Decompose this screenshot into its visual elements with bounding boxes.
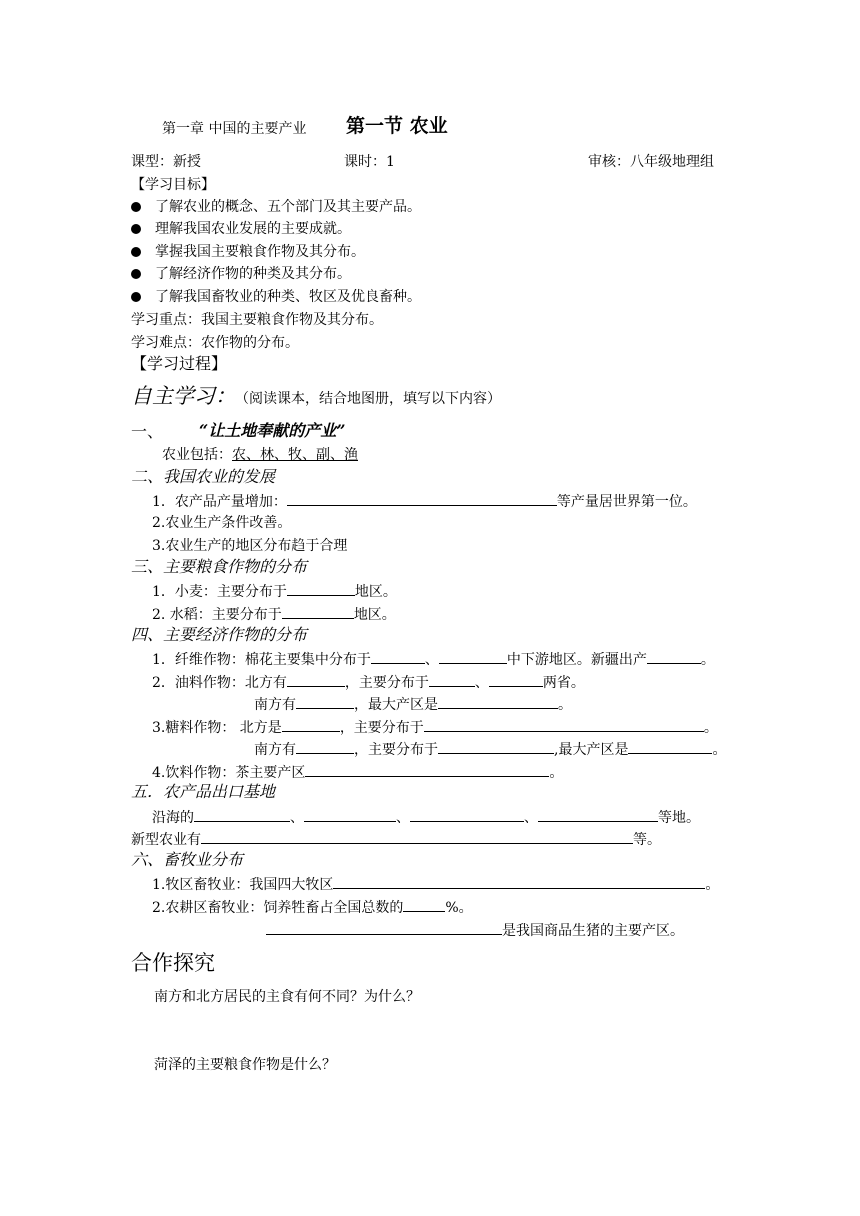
- objective-item: 了解经济作物的种类及其分布。: [131, 264, 351, 284]
- difficulty: 学习难点：农作物的分布。: [131, 335, 299, 351]
- answer-blank[interactable]: [266, 920, 502, 935]
- s6-title: 六、畜牧业分布: [131, 850, 244, 869]
- answer-blank[interactable]: [287, 581, 355, 596]
- answer-blank[interactable]: [304, 807, 396, 822]
- answer-blank[interactable]: [201, 829, 633, 844]
- answer-blank[interactable]: [439, 649, 507, 664]
- lesson-type: 课型：新授: [131, 154, 201, 170]
- answer-blank[interactable]: [287, 672, 345, 687]
- lesson-period: 课时：1: [344, 154, 395, 170]
- chapter-title: 第一章 中国的主要产业: [162, 121, 307, 137]
- answer-blank[interactable]: [194, 807, 290, 822]
- answer-blank[interactable]: [424, 717, 704, 732]
- objective-item: 掌握我国主要粮食作物及其分布。: [131, 242, 365, 262]
- s4-item-4: 4.饮料作物：茶主要产区 。: [152, 762, 563, 783]
- objective-item: 理解我国农业发展的主要成就。: [131, 219, 351, 239]
- answer-blank[interactable]: [282, 717, 340, 732]
- answer-blank[interactable]: [287, 491, 557, 506]
- s4-item-3: 3.糖料作物： 北方是 ，主要分布于 。: [152, 717, 718, 738]
- answer-blank[interactable]: [647, 649, 701, 664]
- s1-includes: 农业包括：农、林、牧、副、渔: [162, 447, 358, 463]
- s1-number: 一、: [131, 422, 164, 441]
- bullet-icon: [131, 202, 141, 212]
- coop-heading: 合作探究: [131, 951, 215, 975]
- self-study-heading: 自主学习：: [131, 384, 236, 408]
- objectives-heading: 【学习目标】: [131, 177, 215, 193]
- answer-blank[interactable]: [628, 739, 712, 754]
- answer-blank[interactable]: [489, 672, 543, 687]
- answer-blank[interactable]: [371, 649, 425, 664]
- s6-item-3: 是我国商品生猪的主要产区。: [266, 920, 684, 941]
- answer-blank[interactable]: [305, 762, 549, 777]
- s1-includes-value: 农、林、牧、副、渔: [232, 447, 358, 463]
- answer-blank[interactable]: [282, 604, 354, 619]
- self-study-line: [131, 386, 501, 409]
- answer-blank[interactable]: [333, 874, 705, 889]
- s4-item-3-south: 南方有 ，主要分布于 ,最大产区是 。: [254, 739, 726, 760]
- s2-item-1: 1．农产品产量增加： 等产量居世界第一位。: [152, 491, 697, 512]
- answer-blank[interactable]: [410, 807, 524, 822]
- section-title: 第一节 农业: [346, 115, 448, 137]
- answer-blank[interactable]: [538, 807, 658, 822]
- bullet-icon: [131, 247, 141, 257]
- s5-coast: 沿海的 、 、 、 等地。: [152, 807, 700, 828]
- s3-item-1: 1．小麦：主要分布于 地区。: [152, 581, 397, 602]
- review-group: 审核：八年级地理组: [588, 154, 714, 170]
- s6-item-2: 2.农耕区畜牧业：饲养牲畜占全国总数的 %。: [152, 897, 473, 918]
- s2-title: 二、我国农业的发展: [131, 467, 276, 486]
- answer-blank[interactable]: [296, 694, 354, 709]
- bullet-icon: [131, 269, 141, 279]
- s3-item-2: 2. 水稻：主要分布于 地区。: [152, 604, 396, 625]
- key-point: 学习重点：我国主要粮食作物及其分布。: [131, 312, 383, 328]
- coop-question-1: 南方和北方居民的主食有何不同？为什么？: [154, 989, 420, 1005]
- answer-blank[interactable]: [438, 694, 558, 709]
- coop-question-2: 菏泽的主要粮食作物是什么？: [154, 1057, 336, 1073]
- s6-item-1: 1.牧区畜牧业：我国四大牧区 。: [152, 874, 719, 895]
- objective-item: 了解农业的概念、五个部门及其主要产品。: [131, 197, 421, 217]
- answer-blank[interactable]: [429, 672, 475, 687]
- process-heading: 【学习过程】: [131, 354, 228, 373]
- s1-title: “让土地奉献的产业”: [199, 421, 346, 440]
- s4-item-2: 2．油料作物：北方有 ，主要分布于 、 两省。: [152, 672, 585, 693]
- s4-item-1: 1．纤维作物：棉花主要集中分布于 、 中下游地区。新疆出产 。: [152, 649, 715, 670]
- s4-item-2-south: 南方有 ，最大产区是 。: [254, 694, 572, 715]
- objective-item: 了解我国畜牧业的种类、牧区及优良畜种。: [131, 287, 421, 307]
- self-study-note: （阅读课本，结合地图册，填写以下内容）: [242, 391, 501, 407]
- answer-blank[interactable]: [296, 739, 354, 754]
- s2-item-2: 2.农业生产条件改善。: [152, 515, 292, 531]
- s5-title: 五．农产品出口基地: [131, 782, 276, 801]
- bullet-icon: [131, 224, 141, 234]
- s3-title: 三、主要粮食作物的分布: [131, 557, 308, 576]
- answer-blank[interactable]: [438, 739, 554, 754]
- s5-new-agriculture: 新型农业有 等。: [131, 829, 661, 850]
- answer-blank[interactable]: [403, 897, 445, 912]
- s2-item-3: 3.农业生产的地区分布趋于合理: [152, 538, 348, 554]
- bullet-icon: [131, 292, 141, 302]
- s4-title: 四、主要经济作物的分布: [131, 625, 308, 644]
